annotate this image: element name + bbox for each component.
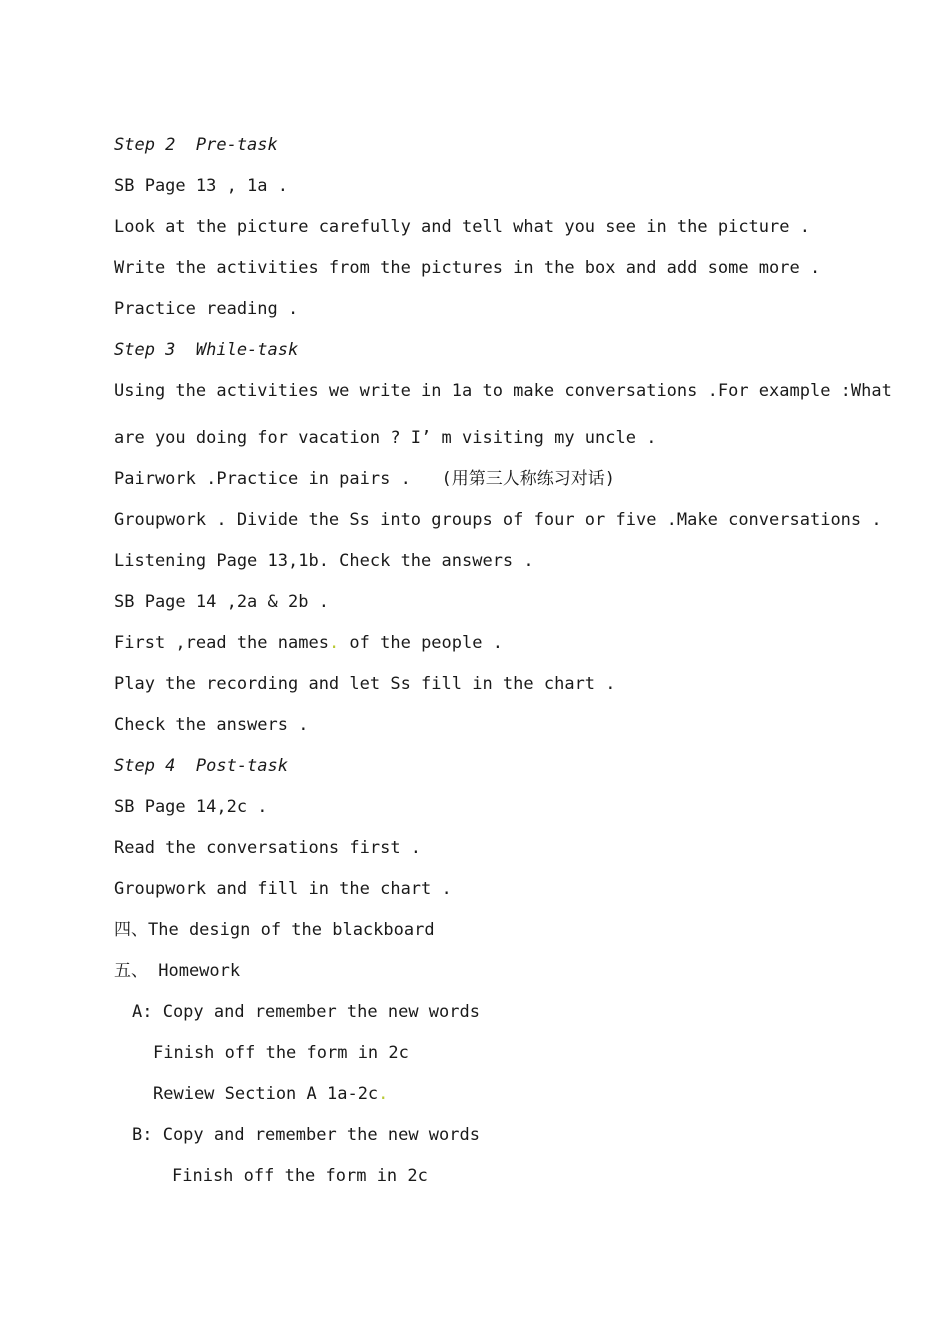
- text-segment: of the people .: [339, 633, 503, 653]
- text-segment: Rewiew Section A 1a-2c: [153, 1084, 379, 1104]
- text-line: [114, 632, 503, 654]
- homework-item: [153, 1083, 388, 1105]
- text-mark: .: [378, 1084, 389, 1104]
- step-3-heading: Step 3 While-task: [114, 340, 299, 360]
- homework-item: Finish off the form in 2c: [153, 1043, 409, 1063]
- text-segment: First ,read the names: [114, 633, 329, 653]
- text-line: SB Page 14 ,2a & 2b .: [114, 592, 329, 612]
- text-line: Play the recording and let Ss fill in the chart .: [114, 674, 616, 694]
- text-line: Groupwork and fill in the chart .: [114, 879, 452, 899]
- section-heading: 五、 Homework: [114, 961, 241, 981]
- text-line: Pairwork .Practice in pairs . (用第三人称练习对话): [114, 469, 615, 489]
- text-line: SB Page 13 , 1a .: [114, 176, 288, 196]
- homework-item: Finish off the form in 2c: [172, 1166, 428, 1186]
- step-4-heading: Step 4 Post-task: [114, 756, 288, 776]
- step-2-heading: Step 2 Pre-task: [114, 135, 278, 155]
- text-line: Write the activities from the pictures in the box and add some more .: [114, 258, 821, 278]
- homework-item: A: Copy and remember the new words: [132, 1002, 480, 1022]
- text-line: Groupwork . Divide the Ss into groups of four or five .Make conversations .: [114, 510, 882, 530]
- text-line: Listening Page 13,1b. Check the answers .: [114, 551, 534, 571]
- text-line: Check the answers .: [114, 715, 309, 735]
- text-mark: .: [328, 633, 340, 653]
- text-line: Read the conversations first .: [114, 838, 422, 858]
- text-line: Practice reading .: [114, 299, 299, 319]
- text-line: Look at the picture carefully and tell what you see in the picture .: [114, 217, 810, 237]
- section-heading: 四、The design of the blackboard: [114, 920, 435, 940]
- text-line: are you doing for vacation ? I’ m visiting my uncle .: [114, 428, 657, 448]
- text-line: SB Page 14,2c .: [114, 797, 268, 817]
- text-line: Using the activities we write in 1a to make conversations .For example :What: [114, 381, 892, 401]
- homework-item: B: Copy and remember the new words: [132, 1125, 480, 1145]
